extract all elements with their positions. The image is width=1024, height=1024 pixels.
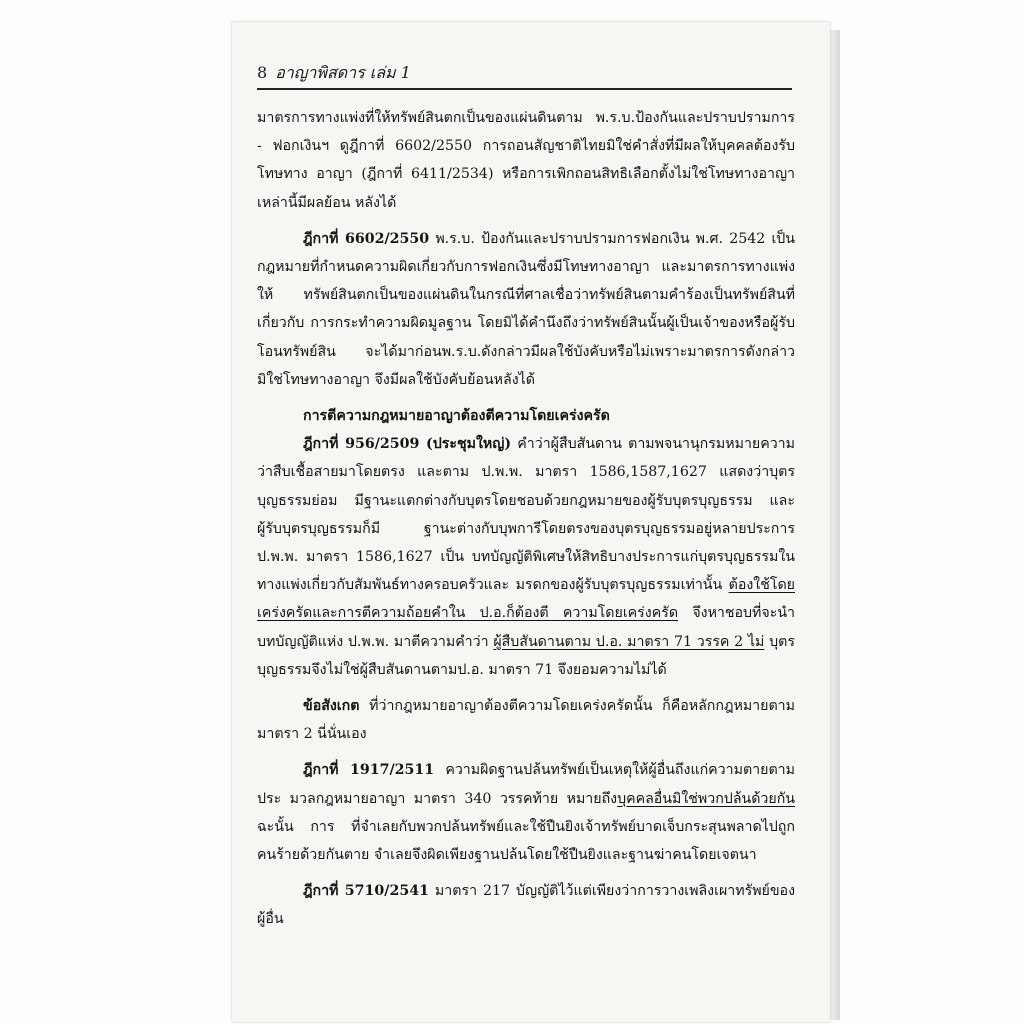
paragraph-case-956 (257, 430, 795, 684)
underlined-text: ต้องใช้โดยเคร่งครัดและการตีความถ้อยคำใน ป.อ.ก็ต้องตี ความโดยเคร่งครัด (257, 577, 795, 622)
page-number: 8 (257, 63, 268, 82)
underlined-text: บุคคลอื่นมิใช่พวกปล้นด้วยกัน (617, 790, 795, 807)
underlined-text: ผู้สืบสันดานตาม ป.อ. มาตรา 71 วรรค 2 ไม่ (493, 633, 765, 650)
paragraph-observation (257, 692, 795, 748)
paragraph-case-5710 (257, 877, 795, 933)
case-reference: ฎีกาที่ 956/2509 (ประชุมใหญ่) (303, 436, 512, 453)
case-reference: ฎีกาที่ 5710/2541 (303, 883, 429, 900)
book-title: อาญาพิสดาร เล่ม 1 (275, 63, 411, 82)
paragraph-case-6602 (257, 225, 795, 394)
section-heading: การตีความกฎหมายอาญาต้องตีความโดยเคร่งครัด (303, 408, 610, 425)
case-reference: ฎีกาที่ 1917/2511 (303, 762, 435, 779)
page-header (257, 58, 792, 90)
observation-label: ข้อสังเกต (303, 698, 360, 715)
paragraph-text: พ.ร.บ. ป้องกันและปราบปรามการฟอกเงิน พ.ศ. 2542 เป็น กฎหมายที่กำหนดความผิดเกี่ยวกับการฟอกเงินซึ่งมีโทษทางอาญา และมาตรการทางแพ่งให้ ทรัพย์สินตกเป็นของแผ่นดินในกรณีที่ศาลเชื่อว่าทรัพย์สินตามคำร้องเป็นทรัพย์สินที่เกี่ยวกับ การกระทำความผิดมูลฐาน โดยมิได้คำนึงถึงว่าทรัพย์สินนั้นผู้เป็นเจ้าของหรือผู้รับโอนทรัพย์สิน จะได้มาก่อนพ.ร.บ.ดังกล่าวมีผลใช้บังคับหรือไม่เพราะมาตรการดังกล่าวมิใช่โทษทางอาญา จึงมีผลใช้บังคับย้อนหลังได้ (257, 230, 795, 388)
paragraph-case-1917 (257, 756, 795, 869)
paragraph-intro: มาตรการทางแพ่งที่ให้ทรัพย์สินตกเป็นของแผ่นดินตาม พ.ร.บ.ป้องกันและปราบปรามการ - ฟอกเงินฯ ดูฎีกาที่ 6602/2550 การถอนสัญชาติไทยมิใช่คำสั่งที่มีผลให้บุคคลต้องรับโทษทาง อาญา (ฎีกาที่ 6411/2534) หรือการเพิกถอนสิทธิเลือกตั้งไม่ใช่โทษทางอาญา เหล่านี้มีผลย้อน หลังได้ (257, 110, 795, 211)
paragraph-text: ความผิดฐานปล้นทรัพย์เป็นเหตุให้ผู้อื่นถึงแก่ความตายตามประ มวลกฎหมายอาญา มาตรา 340 วรรคท้าย หมายถึง (257, 762, 795, 807)
case-reference: ฎีกาที่ 6602/2550 (303, 230, 430, 247)
paragraph-text: คำว่าผู้สืบสันดาน ตามพจนานุกรมหมายความ ว่าสืบเชื้อสายมาโดยตรง และตาม ป.พ.พ. มาตรา 1586,1587,1627 แสดงว่าบุตรบุญธรรมย่อม มีฐานะแตกต่างกับบุตรโดยชอบด้วยกฎหมายของผู้รับบุตรบุญธรรม และผู้รับบุตรบุญธรรมก็มี ฐานะต่างกับบุพการีโดยตรงของบุตรบุญธรรมอยู่หลายประการ ป.พ.พ. มาตรา 1586,1627 เป็น บทบัญญัติพิเศษให้สิทธิบางประการแก่บุตรบุญธรรมในทางแพ่งเกี่ยวกับสัมพันธ์ทางครอบครัวและ มรดกของผู้รับบุตรบุญธรรมเท่านั้น (257, 436, 796, 594)
paragraph-text: บุตรบุญธรรมจึงไม่ใช่ผู้สืบสันดานตามป.อ. มาตรา 71 จึงยอมความไม่ได้ (257, 633, 795, 678)
paragraph-text: มาตรา 217 บัญญัติไว้แต่เพียงว่าการวางเพลิงเผาทรัพย์ของผู้อื่น (257, 883, 796, 928)
paragraph-text: จึงหาชอบที่จะนำบทบัญญัติแห่ง ป.พ.พ. มาตีความคำว่า (257, 605, 795, 650)
page-body (257, 104, 795, 934)
paragraph-text: ที่ว่ากฎหมายอาญาต้องตีความโดยเคร่งครัดนั้น ก็คือหลักกฎหมายตาม มาตรา 2 นี่นั่นเอง (257, 698, 795, 743)
paragraph-text: ฉะนั้น การ ที่จำเลยกับพวกปล้นทรัพย์และใช้ปืนยิงเจ้าทรัพย์บาดเจ็บกระสุนพลาดไปถูกคนร้ายด้วยกันตาย จำเลยจึงผิดเพียงฐานปล้นโดยใช้ปืนยิงและฐานฆ่าคนโดยเจตนา (257, 818, 795, 864)
